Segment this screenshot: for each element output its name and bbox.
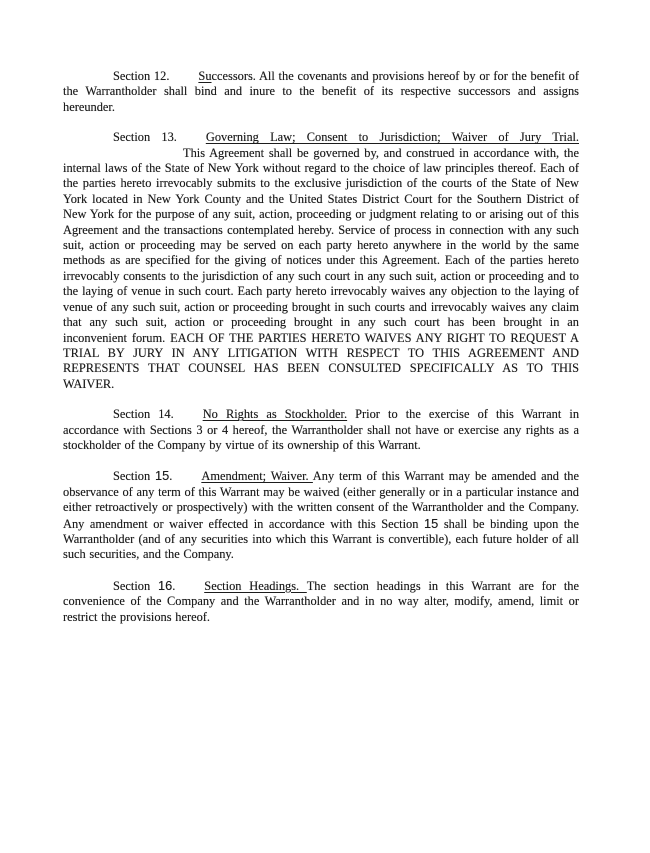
text-segment: Section Headings. [204,578,307,593]
text-segment: Section 14. [113,407,174,422]
text-segment: This Agreement shall be governed by, and construed in accordance with, the internal laws of the State of New York without regard to the choice of law principles thereof. Each of the parties hereto irrevocably submits to the exclusive jurisdiction of the courts of the State of New York located in New York County and the United States District Court for the Southern District of New York for the purpose of any suit, action, proceeding or judgment relating to or arising out of this Agreement and the transactions contemplated hereby. Service of process in connection with any such suit, action or proceeding may be served on each party hereto anywhere in the world by the same methods as are specified for the giving of notices under this Agreement. Each of the parties hereto irrevocably consents to the jurisdiction of any such court in any such suit, action or proceeding and to the laying of venue in such court. Each party hereto irrevocably waives any objection to the laying of venue of any such suit, action or proceeding brought in such courts and irrevocably waives any claim that any such suit, action or proceeding brought in any such court has been brought in an inconvenient forum. EACH OF THE PARTIES HERETO WAIVES ANY RIGHT TO REQUEST A TRIAL BY JURY IN ANY LITIGATION WITH RESPECT TO THIS AGREEMENT AND REPRESENTS THAT COUNSEL HAS BEEN CONSULTED SPECIFICALLY AS TO THIS WAIVER. [63,145,579,391]
paragraph-section-13-body [63,146,579,393]
paragraph-section-12 [63,69,579,115]
text-segment: Su [198,69,212,83]
paragraph-section-16 [63,578,579,625]
text-segment: Prior to the exercise of this Warrant in accordance with Sections 3 or 4 hereof, the Warrantholder shall not have or exercise any rights as a stockholder of the Company by virtue of its ownership of this Warrant. [63,407,580,452]
text-segment: Section 13. [113,130,177,145]
text-segment: ccessors. All the covenants and provisions hereof by or for the benefit of the Warrantholder shall bind and inure to the benefit of its respective successors and assigns hereunder. [63,69,579,114]
text-segment: 15 [424,515,439,531]
paragraph-section-15 [63,468,579,562]
text-segment: shall be binding upon the Warrantholder (and of any securities into which this Warrant is convertible), each future holder of all such securities, and the Company. [63,516,579,562]
text-segment: Section 12. [113,69,170,83]
text-segment: The section headings in this Warrant are for the convenience of the Company and the Warrantholder and in no way alter, modify, amend, limit or restrict the provisions hereof. [63,578,579,624]
paragraph-section-14 [63,407,579,453]
text-segment: . [169,469,173,484]
text-segment: Section [113,469,156,484]
text-segment: . [172,578,176,593]
text-segment: Any term of this Warrant may be amended and the observance of any term of this Warrant may be waived (either generally or in a particular instance and either retroactively or prospectively) with the written consent of the Warrantholder and the Company. Any amendment or waiver effected in accordance with this Section [63,469,580,531]
text-segment: 16 [157,577,173,593]
text-segment: Section [113,578,158,593]
text-segment: Amendment; Waiver. [201,469,313,484]
text-segment: Governing Law; Consent to Jurisdiction; Waiver of Jury Trial. [205,130,579,145]
text-segment: 15 [155,468,170,484]
text-segment: No Rights as Stockholder. [202,407,348,422]
paragraph-section-13-heading [63,130,579,145]
